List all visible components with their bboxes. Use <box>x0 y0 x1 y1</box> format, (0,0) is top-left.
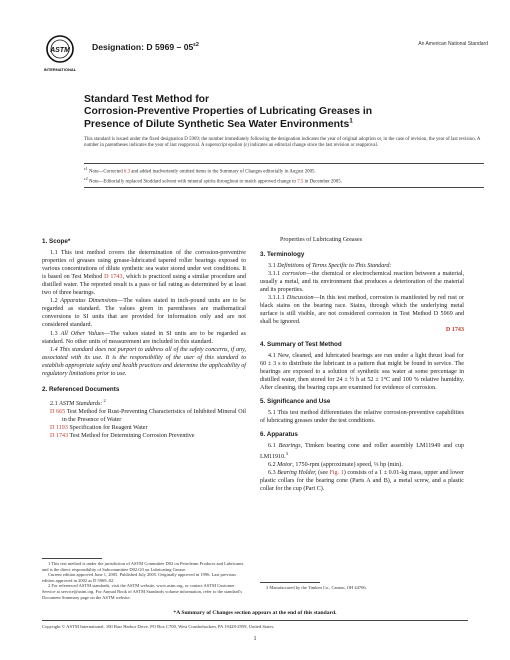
reference-item: D 1193 Specification for Reagent Water <box>50 425 148 432</box>
divider <box>84 187 484 188</box>
paragraph-3-1: 3.1 Definitions of Terms Specific to This Standard: <box>268 263 392 270</box>
paragraph-6-3: 6.3 Bearing Holder, (see Fig. 1) consists of a 1 ± 0.01-kg mass, upper and lower plastic collars for the bearing cone (Parts A and B), a metal screw, and a plastic collar for the cup (Part C). <box>260 470 464 493</box>
link-d1743[interactable]: D 1743 <box>104 274 123 281</box>
section-heading-referenced-documents: 2. Referenced Documents <box>42 385 120 393</box>
link-6-3[interactable]: 6.3 <box>123 169 131 175</box>
editorial-note-1: $^{\varepsilon 1}$ Note—Corrected 6.3 and added inadvertently omitted items to the Summary of Changes editorially in August 2005. <box>84 166 316 175</box>
paragraph-3-1-1: 3.1.1 corrosion—the chemical or electrochemical reaction between a material, usually a metal, and its environment that produces a deterioration of the material and its properties. <box>260 271 464 294</box>
paragraph-1-3: 1.3 All Other Values—The values stated in SI units are to be regarded as standard. No other units of measurement are included in this standard. <box>42 330 247 345</box>
right-column <box>260 236 464 493</box>
paragraph-4-1: 4.1 New, cleaned, and lubricated bearings are run under a light thrust load for 60 ± 3 s to distribute the lubricant in a pattern that might be found in service. The bearings are exposed to a solution of synthetic sea water at some percentage in distilled water, then stored for 24 ± ½ h at 52 ± 1°C and 100 % relative humidity. After cleaning, the bearing cups are examined for evidence of corrosion. <box>260 352 464 391</box>
svg-text:ASTM: ASTM <box>50 47 70 54</box>
link-7-5[interactable]: 7.5 <box>297 179 304 185</box>
summary-of-changes-note: *A Summary of Changes section appears at the end of this standard. <box>173 610 337 616</box>
left-column <box>42 232 246 440</box>
title-line-3: Presence of Dilute Synthetic Sea Water Environments$^1$ <box>84 117 353 130</box>
paragraph-1-4: 1.4 This standard does not purport to address all of the safety concerns, if any, associated with its use. It is the responsibility of the user of this standard to establish appropriate safety and health practices and determine the applicability of regulatory limitations prior to use. <box>42 346 246 377</box>
copyright: Copyright © ASTM International, 100 Barr Harbor Drive, PO Box C700, West Conshohocken, PA 19428-2959, United States. <box>42 624 275 629</box>
editorial-note-2: $^{\varepsilon 2}$ Note—Editorially replaced Stoddard solvent with mineral spirits throughout to match approved change to 7.5 in December 2005. <box>84 175 342 185</box>
link-d1743[interactable]: D 1743 <box>50 433 69 440</box>
section-heading-summary: 4. Summary of Test Method <box>260 340 342 348</box>
link-d1743[interactable]: D 1743 <box>445 327 464 334</box>
continuation-text: Properties of Lubricating Greases <box>280 237 363 243</box>
footnote-rule <box>42 558 102 559</box>
right-footnotes <box>260 582 464 591</box>
astm-standards-label: 2.1 ASTM Standards: $^2$ <box>50 397 106 407</box>
footnote-2: 2 For referenced ASTM standards, visit the ASTM website, www.astm.org, or contact ASTM Customer Service at service@astm.org. For Annual Book of ASTM Standards volume information, refer to the standard's Document Summary page on the ASTM website. <box>42 583 242 600</box>
section-heading-scope: 1. Scope* <box>42 238 71 245</box>
title-line-1: Standard Test Method for <box>84 94 210 105</box>
footnote-1-edition: Current edition approved June 1, 2005. Published July 2005. Originally approved in 1996. Last previous edition approved in 2002 as D 5969–02. <box>42 572 236 583</box>
reference-item: D 1743 Test Method for Determining Corrosion Preventive <box>50 433 195 440</box>
paragraph-1-2: 1.2 Apparatus Dimensions—The values stated in inch-pound units are to be regarded as standard. The values given in parentheses are mathematical conversions to SI units that are provided for information only and are not considered standard. <box>42 298 246 329</box>
designation: Designation: D $5969 - 05^{\varepsilon 2}$ <box>92 42 199 52</box>
footnote-rule <box>260 582 320 583</box>
section-heading-terminology: 3. Terminology <box>260 251 305 259</box>
footnote-1: 1 This test method is under the jurisdiction of ASTM Committee D02 on Petroleum Products and Lubricants and is the direct responsibility of Subcommittee D02.G0 on Lubricating Grease. <box>42 561 244 572</box>
paragraph-6-1: 6.1 Bearings, Timken bearing cone and roller assembly LM11949 and cup LM11910.$^3$ <box>260 442 465 461</box>
footnote-3: 3 Manufactured by the Timken Co., Canton, OH 44706. <box>266 585 367 590</box>
paragraph-1-1: 1.1 This test method covers the determination of the corrosion-preventive properties of greases using grease-lubricated tapered roller bearings exposed to various concentrations of dilute synthetic sea water stored under wet conditions. It is based on Test Method D 1743, which is practiced using a similar procedure and distilled water. The reported result is a pass or fail rating as determined by at least two of three bearings. <box>42 250 246 297</box>
section-heading-significance: 5. Significance and Use <box>260 397 331 405</box>
paragraph-5-1: 5.1 This test method differentiates the relative corrosion-preventive capabilities of lubricating greases under the test conditions. <box>260 409 464 424</box>
link-d1193[interactable]: D 1193 <box>50 425 68 432</box>
page-number: 1 <box>253 636 257 642</box>
astm-logo <box>44 34 76 74</box>
section-heading-apparatus: 6. Apparatus <box>260 430 298 438</box>
editorial-notes <box>84 166 484 186</box>
title-line-2: Corrosion-Preventive Properties of Lubricating Greases in <box>84 106 373 118</box>
document-title <box>84 94 484 131</box>
paragraph-3-1-1-1: 3.1.1.1 Discussion—In this test method, corrosion is manifested by red rust or black stains on the bearing race. Stains, through which the underlying metal surface is still visible, are not considered corrosion in Test Method D 5969 and shall be ignored. <box>260 295 464 326</box>
paragraph-6-2: 6.2 Motor, 1750-rpm (approximate) speed, ⅓ hp (min). <box>268 462 403 469</box>
publisher-label: An American National Standard <box>418 41 488 47</box>
divider <box>42 620 468 621</box>
reference-item: D 665 Test Method for Rust-Preventing Characteristics of Inhibited Mineral Oil in the Presence of Water <box>50 408 246 423</box>
logo-caption: INTERNATIONAL <box>44 67 76 72</box>
link-d665[interactable]: D 665 <box>50 408 66 415</box>
link-fig-1[interactable]: Fig. 1 <box>329 470 344 477</box>
issued-note: This standard is issued under the fixed designation D 5969; the number immediately following the designation indicates the year of original adoption or, in the case of revision, the year of last revision. A number in parentheses indicates the year of last reapproval. A superscript epsilon (ε) indicates an editorial change since the last revision or reapproval. <box>84 137 481 149</box>
divider <box>84 163 484 164</box>
left-footnotes <box>42 558 246 600</box>
